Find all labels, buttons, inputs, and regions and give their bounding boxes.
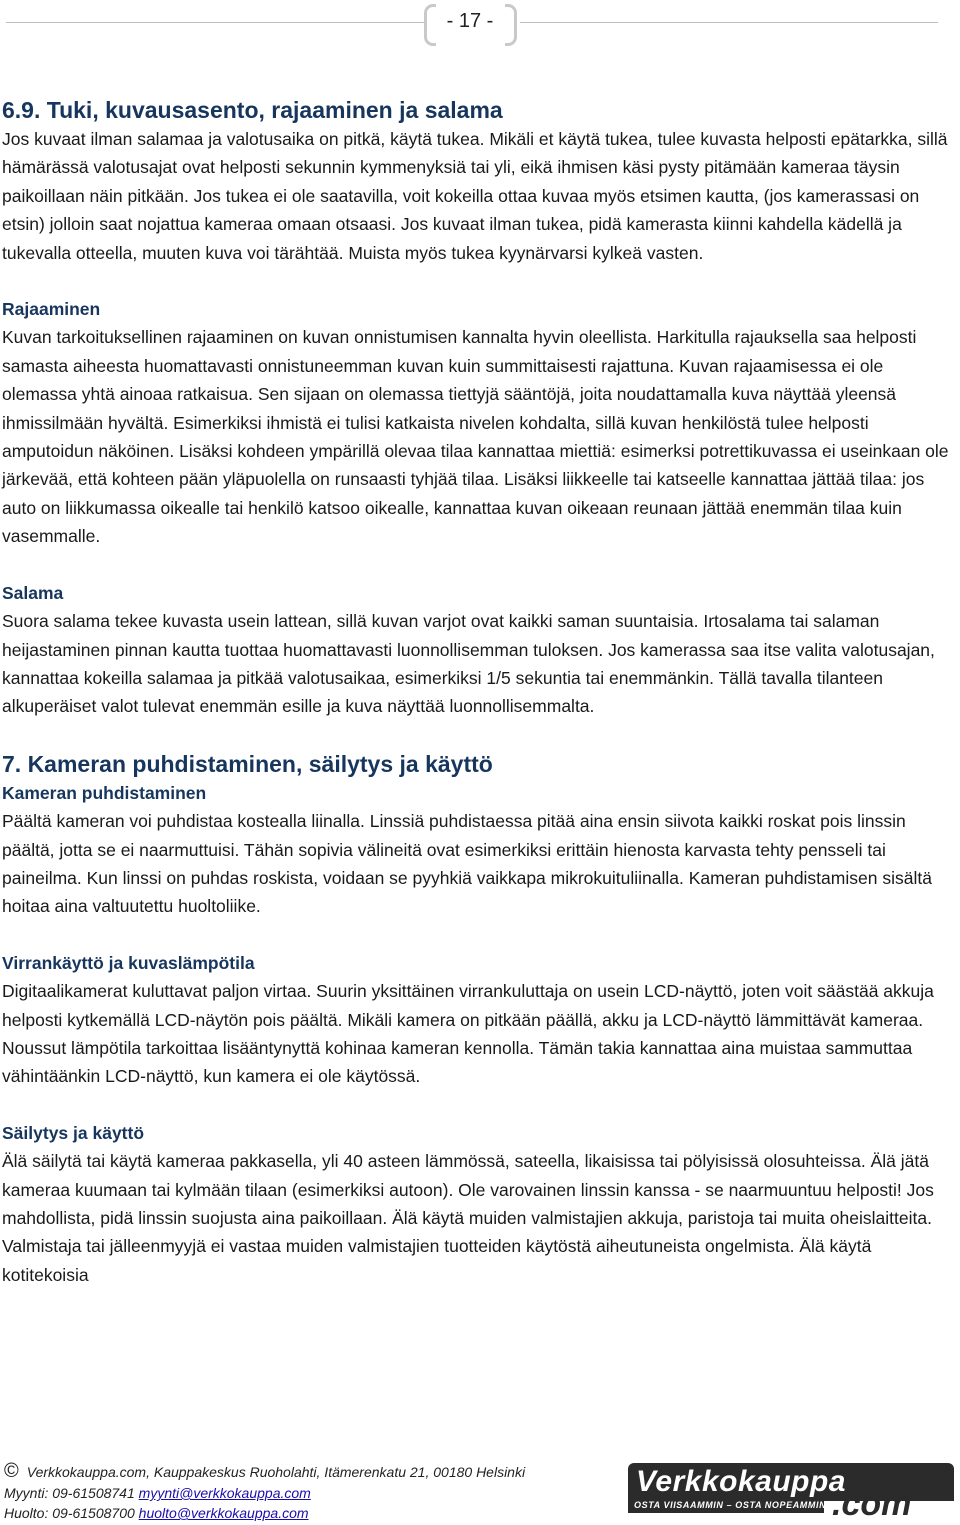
paragraph-sailytys: Älä säilytä tai käytä kameraa pakkasella, yli 40 asteen lämmössä, sateella, likaisissa tai pölyisissä olosuhteissa. Älä jätä kameraa kuumaan tai kylmään tilaan (esimerkiksi autoon). Ole varovainen linssin kanssa - se naarmuuntuu helposti! Jos mahdollista, pidä linssin suojusta aina paikoillaan. Älä käytä muiden valmistajien akkuja, paristoja tai muita oheislaitteita. Valmistaja tai jälleenmyyjä ei vastaa muiden valmistajien tuotteiden käytöstä aiheutuneista ongelmista. Älä käytä kotitekoisia (2, 1151, 934, 1285)
subheading-sailytys: Säilytys ja käyttö (2, 1122, 145, 1143)
verkkokauppa-logo (626, 1463, 956, 1521)
header-brace-left (424, 4, 436, 46)
subheading-rajaaminen: Rajaaminen (2, 299, 101, 320)
footer-service-phone: Huolto: 09-61508700 (4, 1505, 135, 1521)
paragraph-puhdistaminen: Päältä kameran voi puhdistaa kostealla liinalla. Linssiä puhdistaessa pitää aina ensin siivota kaikki roskat pois linssin päältä, jotta se ei naarmuttuisi. Tähän sopivia välineitä ovat esimerkiksi erittäin hienosta karvasta tehty pensseli tai paineilma. Kun linssi on puhdas roskista, voidaan se pyyhkiä vaikkapa mikrokuituliinalla. Kameran puhdistamisen sisältä hoitaa aina valtuutettu huoltoliike. (2, 811, 932, 917)
footer-service-email-link[interactable]: huolto@verkkokauppa.com (138, 1505, 309, 1521)
paragraph-salama: Suora salama tekee kuvasta usein lattean, sillä kuvan varjot ovat kaikki saman suuntaisia. Irtosalama tai salaman heijastaminen pinnan kautta tuottaa huomattavasti luonnollisemman tuloksen. Jos kamerassa saa itse valita valotusajan, kannattaa kokeilla salamaa ja pitkää valotusaikaa, esimerkiksi 1/5 sekuntia tai enemmänkin. Tällä tavalla tilanteen alkuperäiset valot tulevat enemmän esille ja kuva näyttää luonnollisemmalta. (2, 611, 935, 717)
paragraph-support: Jos kuvaat ilman salamaa ja valotusaika on pitkä, käytä tukea. Mikäli et käytä tukea, tulee kuvasta helposti epätarkka, sillä hämärässä valotusajat ovat helposti sekunnin kymmenyksiä tai yli, eikä ihmisen käsi pysty pitämään kameraa täysin paikoillaan näin pitkään. Jos tukea ei ole saatavilla, voit kokeilla ottaa kuvaa myös etsimen kautta, (jos kamerassasi on etsin) jolloin saat nojattua kameraa omaan otsaasi. Jos kuvaat ilman tukea, pidä kamerasta kiinni kahdella kädellä ja tukevalla otteella, muuten kuva voi tärähtää. Muista myös tukea kyynärvarsi kylkeä vasten. (2, 129, 948, 263)
page-number: - 17 - (446, 10, 494, 32)
paragraph-rajaaminen: Kuvan tarkoituksellinen rajaaminen on kuvan onnistumisen kannalta hyvin oleellista. Harkitulla rajauksella saa helposti samasta aiheesta huomattavasti onnistuneemman kuvan kuin summittaisesti rajattuna. Kuvan rajaamisessa ei ole olemassa yhtä ainoaa ratkaisua. Sen sijaan on olemassa tiettyjä sääntöjä, joita noudattamalla kuva näyttää yleensä ihmissilmään hyvältä. Esimerkiksi ihmistä ei tulisi katkaista nivelen kohdalta, sillä kuvan henkilöstä tulee helposti amputoidun näköinen. Lisäksi kohdeen ympärillä olevaa tilaa kannattaa miettiä: esimerksi potrettikuvassa ei useinkaan ole järkevää, että kohteen pään yläpuolella on runsaasti tyhjää tilaa. Lisäksi liikkeelle tai katseelle kannattaa jättää tilaa: jos auto on liikkumassa oikealle tai henkilö katsoo oikealle, kannattaa kuvan oikeaan reunaan jättää enemmän tilaa kuin vasemmalle. (2, 327, 949, 547)
footer-address: Verkkokauppa.com, Kauppakeskus Ruoholahti, Itämerenkatu 21, 00180 Helsinki (26, 1464, 526, 1480)
footer-sales-line (4, 1483, 311, 1503)
footer-service-line (4, 1503, 309, 1523)
paragraph-virrankaytto: Digitaalikamerat kuluttavat paljon virtaa. Suurin yksittäinen virrankuluttaja on usein LCD-näyttö, joten voit säästää akkuja helposti kytkemällä LCD-näytön pois päältä. Mikäli kamera on pitkään päällä, akku ja LCD-näyttö lämmittävät kameraa. Noussut lämpötila tarkoittaa lisääntynyttä kohinaa kameran kennolla. Tämän takia kannattaa aina muistaa sammuttaa vähintäänkin LCD-näyttö, kun kamera ei ole käytössä. (2, 981, 934, 1087)
section-heading-7: 7. Kameran puhdistaminen, säilytys ja käyttö (2, 750, 493, 777)
logo-tld: .com (832, 1485, 912, 1523)
footer-sales-email-link[interactable]: myynti@verkkokauppa.com (138, 1485, 311, 1501)
header-rule-right (520, 22, 938, 23)
logo-tagline: OSTA VIISAAMMIN – OSTA NOPEAMMIN (634, 1500, 827, 1510)
section-heading-6-9: 6.9. Tuki, kuvausasento, rajaaminen ja salama (2, 97, 503, 123)
subheading-puhdistaminen: Kameran puhdistaminen (2, 782, 207, 803)
page-header (0, 0, 960, 48)
subheading-virrankaytto: Virrankäyttö ja kuvaslämpötila (2, 952, 255, 973)
page-footer (2, 1459, 958, 1525)
logo-wordmark: Verkkokauppa (636, 1465, 846, 1498)
document-body (2, 95, 952, 1289)
header-brace-right (505, 4, 517, 46)
subheading-salama: Salama (2, 582, 64, 603)
copyright-icon: © (4, 1460, 19, 1482)
footer-address-line (4, 1461, 525, 1482)
footer-sales-phone: Myynti: 09-61508741 (4, 1485, 135, 1501)
header-rule-left (6, 22, 424, 23)
